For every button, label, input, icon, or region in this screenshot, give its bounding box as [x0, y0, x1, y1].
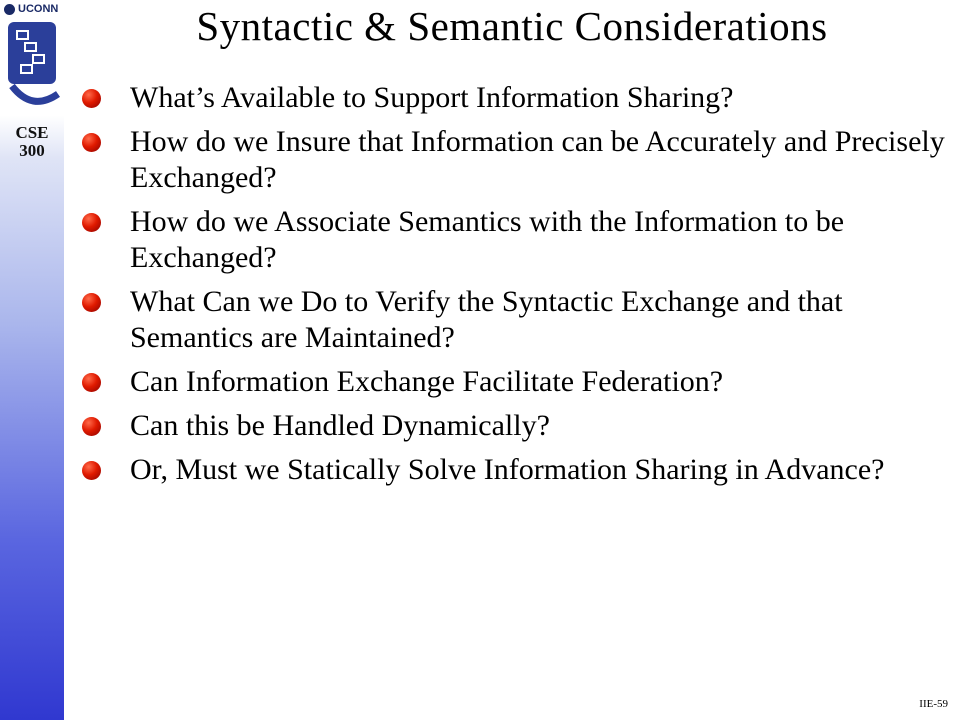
bullet-text: What Can we Do to Verify the Syntactic Exchange and that Semantics are Maintained?: [130, 285, 843, 354]
uconn-seal-icon: [4, 4, 15, 15]
bullet-icon: [82, 373, 101, 392]
list-item: [80, 284, 950, 356]
course-id: [0, 124, 64, 160]
cse-department-logo-icon: [2, 16, 62, 116]
uconn-header: [4, 2, 58, 16]
bullet-text: What’s Available to Support Information Sharing?: [130, 81, 734, 114]
list-item: [80, 204, 950, 276]
page-number: IIE-59: [919, 698, 948, 710]
bullet-icon: [82, 213, 101, 232]
bullet-text: How do we Associate Semantics with the Information to be Exchanged?: [130, 205, 845, 274]
bullet-text: Or, Must we Statically Solve Information Sharing in Advance?: [130, 453, 885, 486]
list-item: [80, 452, 950, 488]
bullet-text: Can Information Exchange Facilitate Federation?: [130, 365, 724, 398]
bullet-icon: [82, 417, 101, 436]
course-label: CSE: [15, 123, 49, 142]
list-item: [80, 124, 950, 196]
list-item: [80, 80, 950, 116]
bullet-icon: [82, 89, 101, 108]
bullet-icon: [82, 461, 101, 480]
university-name: UCONN: [18, 3, 59, 15]
bullet-text: Can this be Handled Dynamically?: [130, 409, 550, 442]
bullet-icon: [82, 133, 101, 152]
bullet-list: [80, 80, 950, 496]
course-number: 300: [19, 141, 45, 160]
slide-title: Syntactic & Semantic Considerations: [196, 3, 828, 49]
sidebar: [0, 0, 64, 720]
list-item: [80, 364, 950, 400]
list-item: [80, 408, 950, 444]
bullet-icon: [82, 293, 101, 312]
bullet-text: How do we Insure that Information can be Accurately and Precisely Exchanged?: [130, 125, 945, 194]
